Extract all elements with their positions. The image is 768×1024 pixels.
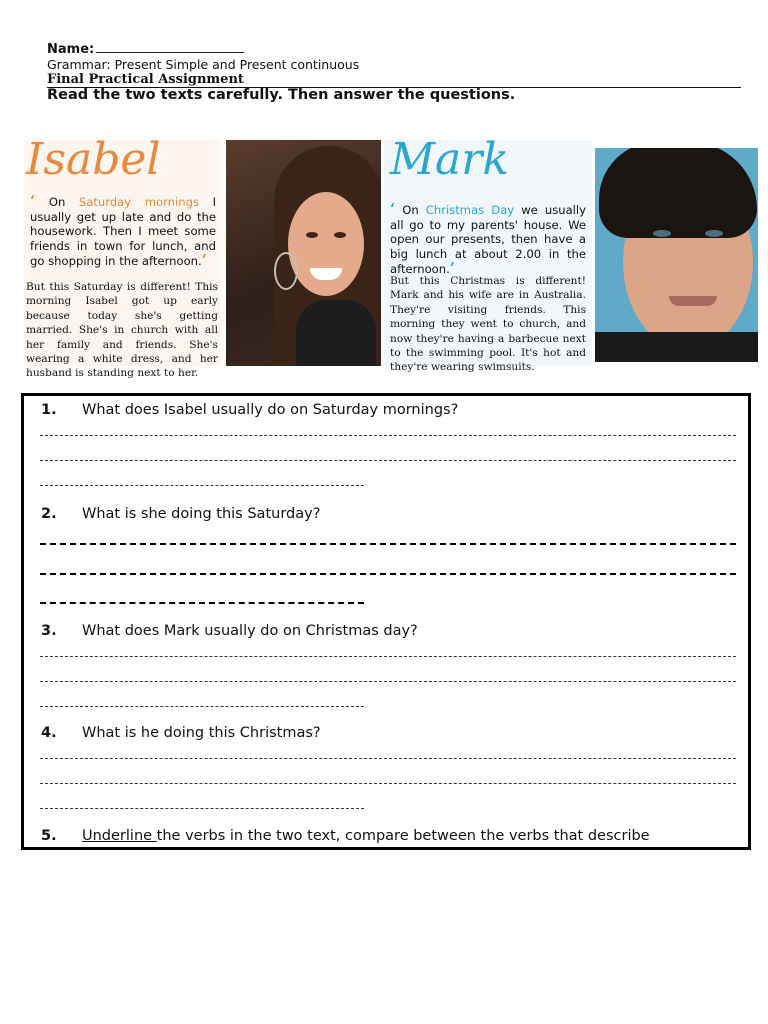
quote-text: On <box>402 203 426 217</box>
quote-text: we usually all go to my parents' house. We open our presents, then have a big lunch at about 2.00 in the afternoon. <box>390 203 586 277</box>
quote-close-mark: ’ <box>201 251 207 270</box>
quote-close-mark: ’ <box>449 259 456 278</box>
isabel-text-panel <box>24 134 220 380</box>
assignment-title: Final Practical Assignment <box>47 72 244 87</box>
quote-highlight: Christmas Day <box>425 203 515 217</box>
photo-earring <box>274 252 298 290</box>
photo-smile <box>669 296 717 306</box>
answer-line[interactable] <box>40 681 736 682</box>
photo-face <box>288 192 364 296</box>
answer-line[interactable] <box>40 656 736 657</box>
quote-open-mark: ‘ <box>390 200 396 218</box>
mark-text-panel <box>384 134 592 374</box>
question-4-text: What is he doing this Christmas? <box>82 725 321 741</box>
answer-line[interactable] <box>40 706 364 707</box>
question-5-rest: the verbs in the two text, compare between the verbs that describe <box>156 828 650 844</box>
isabel-quote <box>30 194 216 269</box>
quote-highlight: Saturday mornings <box>78 195 199 209</box>
answer-line[interactable] <box>40 573 736 575</box>
answer-line[interactable] <box>40 758 736 759</box>
quote-open-mark: ‘ <box>30 192 36 210</box>
photo-eye <box>306 232 318 238</box>
quote-text: I usually get up late and do the housework. Then I meet some friends in town for lunch, and go shopping in the afternoon. <box>30 195 217 269</box>
photo-eye <box>705 230 723 237</box>
answer-line[interactable] <box>40 808 364 809</box>
question-3-text: What does Mark usually do on Christmas day? <box>82 623 418 639</box>
question-1-text: What does Isabel usually do on Saturday mornings? <box>82 402 459 418</box>
question-5-text <box>82 828 650 844</box>
answer-line[interactable] <box>40 435 736 436</box>
question-2-text: What is she doing this Saturday? <box>82 506 321 522</box>
photo-eye <box>334 232 346 238</box>
name-blank-line[interactable] <box>96 42 244 53</box>
mark-heading: Mark <box>390 134 509 185</box>
photo-body <box>296 300 376 366</box>
question-number: 4. <box>41 725 57 741</box>
answer-line[interactable] <box>40 460 736 461</box>
name-label: Name: <box>47 42 95 57</box>
questions-box <box>21 393 751 850</box>
question-number: 3. <box>41 623 57 639</box>
photo-hair <box>599 148 757 238</box>
question-number: 5. <box>41 828 57 844</box>
quote-text: On <box>48 195 79 209</box>
name-field <box>47 42 244 57</box>
mark-quote <box>390 202 586 277</box>
answer-line[interactable] <box>40 602 364 604</box>
isabel-story: But this Saturday is different! This morning Isabel got up early because today she's getting married. She's in church with all her family and friends. She's wearing a white dress, and her husband is standing next to her. <box>26 281 218 380</box>
isabel-heading: Isabel <box>26 134 161 185</box>
question-number: 2. <box>41 506 57 522</box>
mark-story: But this Christmas is different! Mark and his wife are in Australia. They're visiting friends. This morning they went to church, and now they're having a barbecue next to the swimming pool. It's hot and they're wearing swimsuits. <box>390 275 586 374</box>
grammar-topic: Grammar: Present Simple and Present continuous <box>47 57 360 72</box>
instruction-text: Read the two texts carefully. Then answer the questions. <box>47 87 516 103</box>
photo-eye <box>653 230 671 237</box>
mark-photo <box>595 148 758 362</box>
answer-line[interactable] <box>40 783 736 784</box>
question-number: 1. <box>41 402 57 418</box>
underline-word: Underline <box>82 828 157 844</box>
isabel-photo <box>226 140 381 366</box>
photo-shirt <box>595 332 758 362</box>
answer-line[interactable] <box>40 543 736 545</box>
answer-line[interactable] <box>40 485 364 486</box>
